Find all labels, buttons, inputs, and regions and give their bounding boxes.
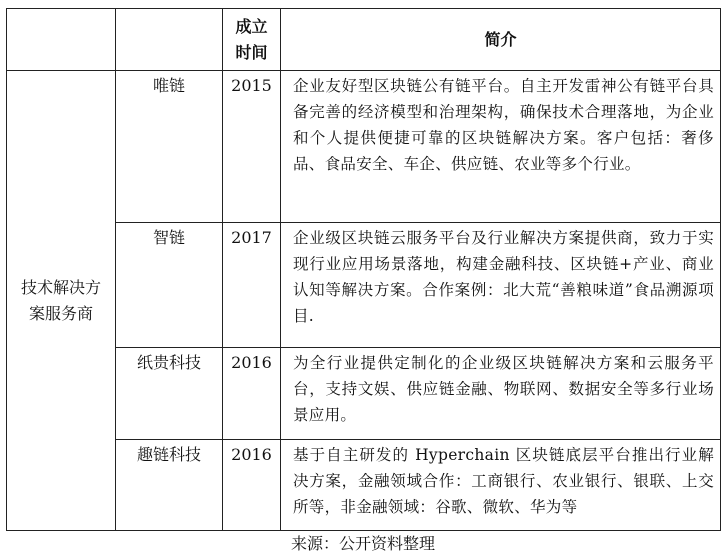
company-name: 唯链 [116, 71, 223, 223]
company-description: 为全行业提供定制化的企业级区块链解决方案和云服务平台，支持文娱、供应链金融、物联网、数据安全等多行业场景应用。 [281, 348, 721, 440]
header-name [116, 9, 223, 71]
table-row [7, 71, 721, 223]
company-description: 企业友好型区块链公有链平台。自主开发雷神公有链平台具备完善的经济模型和治理架构，确保技术合理落地，为企业和个人提供便捷可靠的区块链解决方案。客户包括：奢侈品、食品安全、车企、供应链、农业等多个行业。 [281, 71, 721, 223]
company-name: 趣链科技 [116, 440, 223, 531]
header-category [7, 9, 116, 71]
founded-year: 2016 [223, 440, 281, 531]
category-cell [7, 71, 116, 531]
company-name: 纸贵科技 [116, 348, 223, 440]
company-description: 基于自主研发的 Hyperchain 区块链底层平台推出行业解决方案，金融领域合作：工商银行、农业银行、银联、上交所等，非金融领域：谷歌、微软、华为等 [281, 440, 721, 531]
company-table [6, 8, 721, 531]
company-description: 企业级区块链云服务平台及行业解决方案提供商，致力于实现行业应用场景落地，构建金融科技、区块链+产业、商业认知等解决方案。合作案例：北大荒“善粮味道”食品溯源项目. [281, 223, 721, 348]
source-note: 来源：公开资料整理 [290, 534, 435, 553]
header-intro: 简介 [281, 9, 721, 71]
founded-year: 2017 [223, 223, 281, 348]
category-label: 技术解决方案服务商 [21, 277, 102, 323]
header-founded-text: 成立时间 [235, 16, 268, 62]
founded-year: 2016 [223, 348, 281, 440]
header-row [7, 9, 721, 71]
header-founded [223, 9, 281, 71]
company-name: 智链 [116, 223, 223, 348]
founded-year: 2015 [223, 71, 281, 223]
